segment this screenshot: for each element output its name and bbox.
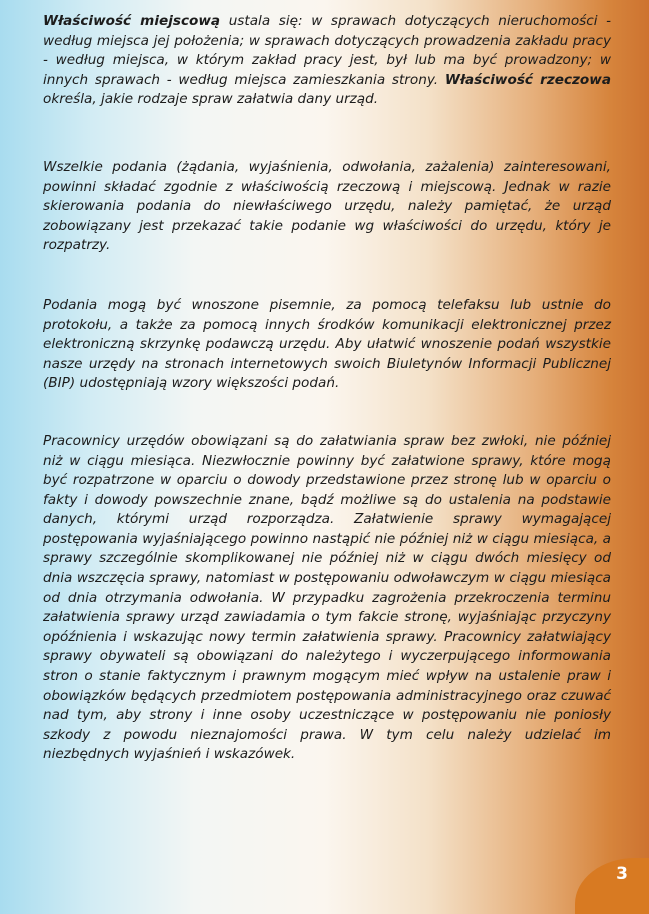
page-number: 3 [616, 864, 628, 884]
text-segment: Podania mogą być wnoszone pisemnie, za pomocą telefaksu lub ustnie do protokołu, a także za pomocą innych środków komunikacji elektronicznej przez elektroniczną skrzynkę podawczą urzędu. Aby ułatwić wnoszenie podań wszystkie nasze urzędy na stronach internetowych swoich Biuletynów Informacji Publicznej (BIP) udostępniają wzory większości podań. [43, 296, 611, 392]
term-subject-jurisdiction: Właściwość rzeczowa [444, 71, 611, 88]
page-content [43, 12, 611, 765]
text-segment: określa, jakie rodzaje spraw załatwia dany urząd. [43, 91, 379, 108]
term-local-jurisdiction: Właściwość miejscową [43, 13, 221, 29]
paragraph-submissions [43, 158, 611, 256]
text-segment: Pracownicy urzędów obowiązani są do załatwiania spraw bez zwłoki, nie później niż w ciągu miesiąca. Niezwłocznie powinny być załatwione sprawy, które mogą być rozpatrzone w oparciu o dowody przedstawione przez stronę lub w oparciu o fakty i dowody powszechnie znane, bądź możliwe są do ustalenia na podstawie danych, którymi urząd rozporządza. Załatwienie sprawy wymagającej postępowania wyjaśniającego powinno nastąpić nie później niż w ciągu miesiąca, a sprawy szczególnie skomplikowanej nie później niż w ciągu dwóch miesięcy od dnia wszczęcia sprawy, natomiast w postępowaniu odwoławczym w ciągu miesiąca od dnia otrzymania odwołania. W przypadku zagrożenia przekroczenia terminu załatwienia sprawy urząd zawiadamia o tym fakcie stronę, wyjaśniając przyczyny opóźnienia i wskazując nowy termin załatwienia sprawy. Pracownicy załatwiający sprawy obywateli są obowiązani do należytego i wyczerpującego informowania stron o stanie faktycznym i prawnym mogącym mieć wpływ na ustalenie praw i obowiązków będących przedmiotem postępowania administracyjnego oraz czuwać nad tym, aby strony i inne osoby uczestniczące w postępowaniu nie poniosły szkody z powodu nieznajomości prawa. W tym celu należy udzielać im niezbędnych wyjaśnień i wskazówek. [43, 432, 611, 763]
paragraph-submission-methods [43, 296, 611, 394]
paragraph-jurisdiction [43, 12, 611, 110]
text-segment: ustala się: w sprawach dotyczących nieruchomości - według miejsca jej położenia; w sprawach dotyczących prowadzenia zakładu pracy - według miejsca, w którym zakład pracy jest, był lub ma być prowadzony; w innych sprawach - według miejsca zamieszkania strony. [43, 13, 611, 88]
paragraph-processing-deadlines [43, 432, 611, 765]
page-number-tab [575, 858, 649, 914]
text-segment: Wszelkie podania (żądania, wyjaśnienia, odwołania, zażalenia) zainteresowani, powinni składać zgodnie z właściwością rzeczową i miejscową. Jednak w razie skierowania podania do niewłaściwego urzędu, należy pamiętać, że urząd zobowiązany jest przekazać takie podanie wg właściwości do urzędu, który je rozpatrzy. [43, 158, 611, 254]
